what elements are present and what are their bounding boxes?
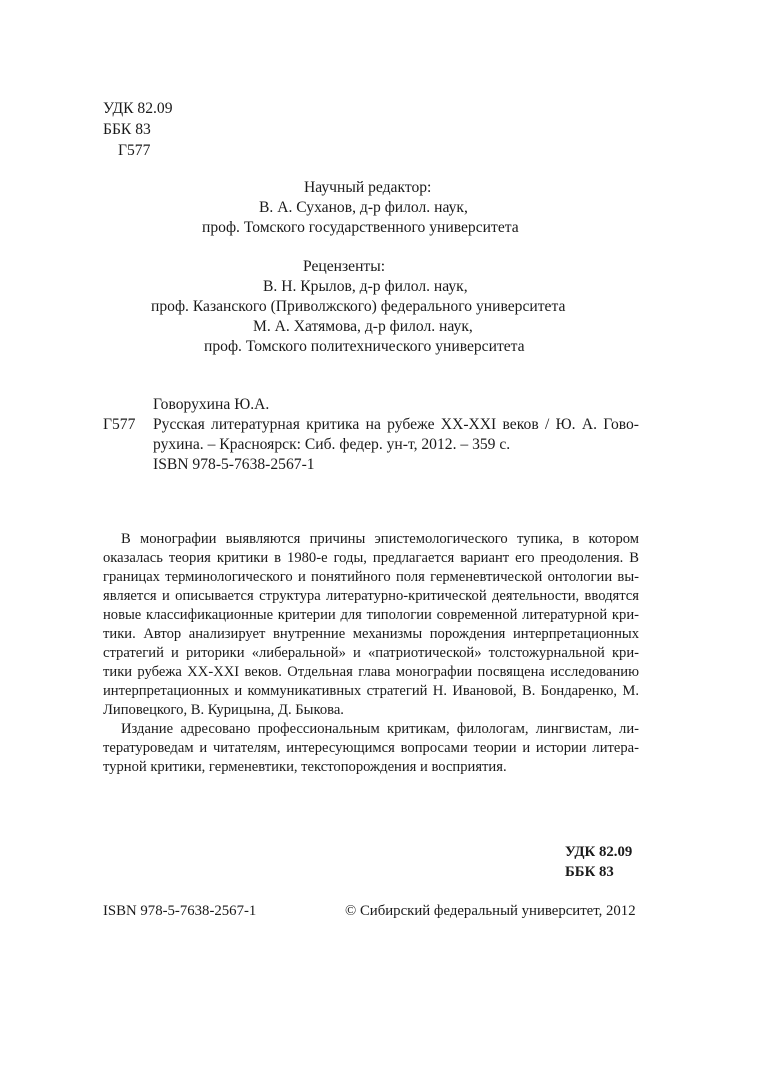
editor-heading: Научный редактор:	[304, 179, 432, 196]
abstract-line: Липовецкого, В. Курицына, Д. Быкова.	[103, 702, 344, 718]
reviewer-2-affiliation: проф. Томского политехнического университета	[204, 338, 525, 355]
abstract-line: является и описывается структура литературно-критической деятельности, вводятся	[103, 588, 639, 604]
abstract-line: границах терминологического и понятийного поля герменевтической онтологии вы-	[103, 569, 639, 585]
abstract-line: тики рубежа XX-XXI веков. Отдельная глава монографии посвящена исследованию	[103, 664, 639, 680]
abstract-line: тературоведам и читателям, интересующимся вопросами теории и истории литера-	[103, 740, 639, 756]
reviewers-heading: Рецензенты:	[303, 258, 386, 275]
editor-affiliation: проф. Томского государственного университета	[202, 219, 519, 236]
abstract-line: новые классификационные критерии для типологии современной литературной кри-	[103, 607, 639, 623]
author-mark: Г577	[118, 142, 151, 159]
catalog-mark: Г577	[103, 416, 136, 433]
catalog-author: Говорухина Ю.А.	[153, 396, 270, 413]
abstract-line: тики. Автор анализирует внутренние механизмы порождения интерпретационных	[103, 626, 639, 642]
abstract-line: интерпретационных и коммуникативных стратегий Н. Ивановой, В. Бондаренко, М.	[103, 683, 639, 699]
reviewer-2-name: М. А. Хатямова, д-р филол. наук,	[253, 318, 473, 335]
catalog-isbn: ISBN 978-5-7638-2567-1	[153, 456, 315, 473]
abstract-line: В монографии выявляются причины эпистемологического тупика, в котором	[121, 531, 639, 547]
bbk-code-bottom: ББК 83	[565, 864, 614, 880]
footer-isbn: ISBN 978-5-7638-2567-1	[103, 903, 257, 919]
abstract-line: стратегий и риторики «либеральной» и «патриотической» толстожурнальной кри-	[103, 645, 639, 661]
copyright-notice: © Сибирский федеральный университет, 2012	[345, 903, 636, 919]
catalog-title-line-1: Русская литературная критика на рубеже XX-XXI веков / Ю. А. Гово-	[153, 416, 639, 433]
abstract-line: Издание адресовано профессиональным критикам, филологам, лингвистам, ли-	[121, 721, 639, 737]
abstract-line: оказалась теория критики в 1980-е годы, предлагается вариант его преодоления. В	[103, 550, 639, 566]
catalog-title-line-2: рухина. – Красноярск: Сиб. федер. ун-т, 2012. – 359 с.	[153, 436, 511, 453]
editor-name: В. А. Суханов, д-р филол. наук,	[259, 199, 468, 216]
udk-code: УДК 82.09	[103, 100, 173, 117]
udk-code-bottom: УДК 82.09	[565, 844, 633, 860]
abstract-line: турной критики, герменевтики, текстопорождения и восприятия.	[103, 759, 507, 775]
reviewer-1-affiliation: проф. Казанского (Приволжского) федерального университета	[151, 298, 566, 315]
bbk-code: ББК 83	[103, 121, 151, 138]
reviewer-1-name: В. Н. Крылов, д-р филол. наук,	[263, 278, 468, 295]
